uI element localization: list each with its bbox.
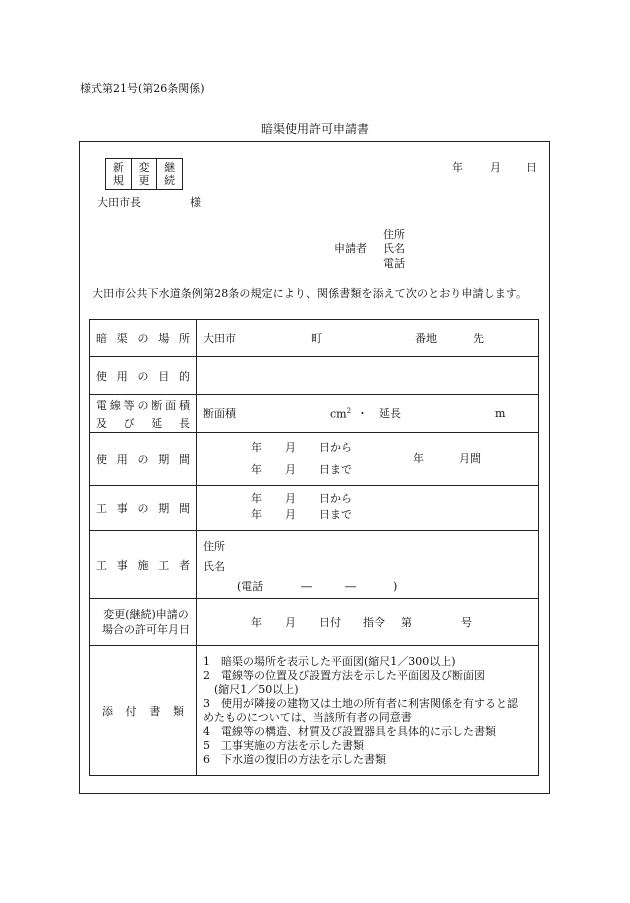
location-town: 町	[311, 332, 322, 345]
addressee-honorific: 様	[190, 196, 201, 209]
date-day: 日	[526, 161, 537, 174]
area-unit-superscript: 2	[346, 407, 352, 415]
attachments-list	[197, 649, 538, 773]
applicant-phone-label: 電話	[383, 257, 405, 270]
row-use-period	[90, 433, 539, 486]
label-char: 者	[179, 558, 190, 572]
permit-directive: 指令	[363, 616, 385, 629]
prior-permit-label-line-2: 場合の許可年月日	[102, 623, 190, 636]
total-month: 月間	[459, 452, 481, 465]
label-char: 線	[109, 398, 121, 412]
permit-day: 日付	[319, 616, 341, 629]
permit-month: 月	[285, 616, 296, 629]
attachment-item: 3 使用が隣接の建物又は土地の所有者に利害関係を有すると認	[203, 696, 518, 710]
applicant-role-label: 申請者	[334, 242, 367, 255]
attachment-item: 1 暗渠の場所を表示した平面図(縮尺1／300以上)	[203, 654, 456, 668]
label-char: 断	[151, 398, 163, 412]
application-type-box	[105, 158, 183, 190]
construction-to-day: 日まで	[319, 508, 352, 521]
label-char: 面	[165, 398, 177, 412]
attachment-item: 5 工事実施の方法を示した書類	[203, 738, 364, 752]
construction-from-month: 月	[285, 492, 296, 505]
purpose-field[interactable]	[197, 357, 539, 395]
area-unit-text: cm	[330, 407, 347, 421]
to-month: 月	[285, 463, 296, 476]
label-char: 添	[102, 704, 113, 718]
contractor-phone-open: (電話	[237, 580, 264, 593]
cross-section-field[interactable]	[197, 395, 539, 433]
construction-period-label	[90, 486, 197, 531]
row-attachments	[90, 646, 539, 776]
contractor-name-label: 氏名	[203, 560, 225, 573]
attachments-field	[197, 646, 539, 776]
length-label: 延長	[379, 407, 401, 420]
row-purpose	[90, 357, 539, 395]
label-char: 施	[137, 558, 149, 572]
attachments-label	[90, 646, 197, 776]
attachment-item: 6 下水道の復旧の方法を示した書類	[203, 752, 386, 766]
label-char: 及	[96, 416, 107, 430]
attachment-item: (縮尺1／50以上)	[203, 682, 299, 696]
label-char: び	[123, 416, 135, 430]
construction-from-day: 日から	[319, 492, 352, 505]
label-char: の	[137, 369, 149, 383]
label-char: の	[137, 398, 149, 412]
label-char: の	[137, 332, 149, 345]
applicant-name-label: 氏名	[383, 242, 405, 255]
purpose-label	[90, 357, 197, 395]
label-char: 延	[151, 416, 163, 430]
label-char: 事	[116, 558, 128, 572]
label-char: 長	[178, 416, 190, 430]
from-month: 月	[285, 441, 296, 454]
date-year: 年	[452, 161, 463, 174]
addressee-name: 大田市長	[97, 196, 141, 209]
contractor-phone-dash-2: ―	[345, 580, 356, 593]
type-new[interactable]	[106, 159, 132, 189]
label-char: 積	[178, 398, 190, 412]
construction-to-month: 月	[285, 508, 296, 521]
location-lot: 番地	[415, 332, 437, 345]
prior-permit-label-line-1: 変更(継続)申請の	[103, 608, 189, 621]
location-ahead: 先	[473, 332, 484, 345]
total-year: 年	[413, 452, 424, 465]
type-continue-char-1: 継	[164, 161, 176, 174]
label-char: 用	[116, 369, 128, 383]
area-label: 断面積	[203, 407, 236, 420]
label-char: 期	[158, 453, 170, 466]
location-field[interactable]	[197, 320, 539, 357]
attachment-item: 2 電線等の位置及び設置方法を示した平面図及び断面図	[203, 668, 485, 682]
use-period-field[interactable]	[197, 433, 539, 486]
type-change-char-1: 変	[138, 161, 150, 174]
construction-from-year: 年	[251, 492, 262, 505]
contractor-label	[90, 531, 197, 599]
label-char: 書	[149, 704, 161, 718]
prior-permit-field[interactable]	[197, 599, 539, 646]
type-change-char-2: 更	[138, 174, 150, 187]
label-char: 所	[179, 332, 190, 345]
label-char: の	[137, 453, 149, 466]
type-new-char-2: 規	[112, 174, 124, 187]
row-location	[90, 320, 539, 357]
label-char: 間	[179, 453, 190, 466]
label-char: 的	[179, 369, 190, 383]
prior-permit-label	[90, 599, 197, 646]
cross-section-label	[90, 395, 197, 433]
type-change[interactable]	[132, 159, 158, 189]
permit-go: 号	[461, 616, 472, 629]
form-number-label: 様式第21号(第26条関係)	[80, 82, 205, 95]
contractor-phone-close: )	[393, 580, 398, 593]
document-title: 暗渠使用許可申請書	[260, 122, 369, 136]
label-char: の	[137, 502, 149, 515]
attachment-item: めたものについては、当該所有者の同意書	[203, 710, 412, 724]
applicant-address-label: 住所	[383, 228, 405, 241]
label-char: 類	[172, 704, 184, 718]
label-char: 目	[158, 369, 170, 383]
label-char: 工	[96, 558, 107, 572]
intro-paragraph: 大田市公共下水道条例第28条の規定により、関係書類を添えて次のとおり申請します。	[92, 287, 528, 300]
date-month: 月	[490, 161, 501, 174]
separator-dot: ・	[357, 407, 368, 420]
to-year: 年	[251, 463, 262, 476]
label-char: 使	[96, 453, 107, 466]
row-prior-permit	[90, 599, 539, 646]
permit-year: 年	[251, 616, 262, 629]
type-continue[interactable]	[157, 159, 182, 189]
label-char: 渠	[116, 332, 128, 345]
type-continue-char-2: 続	[164, 174, 176, 187]
contractor-address-label: 住所	[203, 540, 225, 553]
label-char: 等	[123, 398, 135, 412]
label-char: 場	[158, 332, 170, 345]
permit-dai: 第	[401, 616, 412, 629]
attachment-item: 4 電線等の構造、材質及び設置器具を具体的に示した書類	[203, 724, 496, 738]
label-char: 工	[96, 502, 107, 515]
length-unit: m	[495, 407, 506, 420]
label-char: 暗	[96, 332, 107, 345]
label-char: 付	[125, 704, 137, 718]
to-day: 日まで	[319, 463, 352, 476]
row-cross-section	[90, 395, 539, 433]
label-char: 事	[116, 502, 128, 515]
label-char: 使	[96, 369, 107, 383]
row-construction-period	[90, 486, 539, 531]
contractor-field[interactable]	[197, 531, 539, 599]
location-label	[90, 320, 197, 357]
location-city: 大田市	[203, 332, 236, 345]
use-period-label	[90, 433, 197, 486]
label-char: 間	[179, 502, 190, 515]
construction-to-year: 年	[251, 508, 262, 521]
application-table	[89, 319, 539, 776]
label-char: 電	[96, 398, 107, 412]
area-unit	[330, 408, 351, 420]
label-char: 期	[158, 502, 170, 515]
type-new-char-1: 新	[112, 161, 124, 174]
contractor-phone-dash-1: ―	[301, 580, 312, 593]
row-contractor	[90, 531, 539, 599]
label-char: 工	[158, 558, 170, 572]
construction-period-field[interactable]	[197, 486, 539, 531]
from-year: 年	[251, 441, 262, 454]
label-char: 用	[116, 453, 128, 466]
from-day: 日から	[319, 441, 352, 454]
